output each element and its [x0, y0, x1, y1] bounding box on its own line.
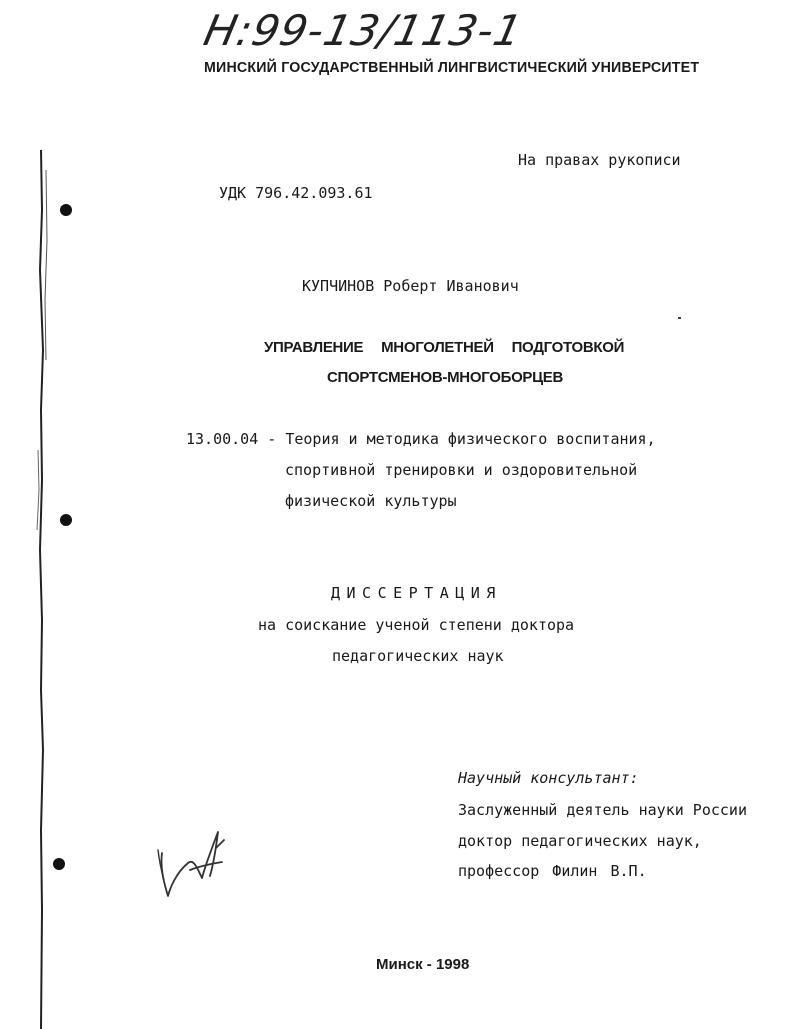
- scan-speck: [678, 317, 681, 319]
- binding-hole-icon: [60, 204, 72, 216]
- specialty-line-1: 13.00.04 - Теория и методика физического воспитания,: [186, 430, 656, 448]
- binding-hole-icon: [53, 858, 65, 870]
- specialty-line-2: спортивной тренировки и оздоровительной: [285, 461, 638, 479]
- manuscript-note: На правах рукописи: [518, 151, 681, 169]
- university-name: МИНСКИЙ ГОСУДАРСТВЕННЫЙ ЛИНГВИСТИЧЕСКИЙ УНИВЕРСИТЕТ: [204, 60, 700, 76]
- udk-code: УДК 796.42.093.61: [219, 184, 373, 202]
- binding-hole-icon: [60, 514, 72, 526]
- consultant-line-2: доктор педагогических наук,: [458, 832, 702, 850]
- degree-line-2: педагогических наук: [332, 647, 504, 665]
- author-name: КУПЧИНОВ Роберт Иванович: [302, 277, 519, 295]
- signature-icon: [150, 818, 240, 908]
- dissertation-title-line-1: УПРАВЛЕНИЕ МНОГОЛЕТНЕЙ ПОДГОТОВКОЙ: [264, 339, 625, 356]
- degree-line-1: на соискание ученой степени доктора: [258, 616, 575, 634]
- city-year: Минск - 1998: [376, 956, 470, 973]
- consultant-line-1: Заслуженный деятель науки России: [458, 801, 747, 819]
- dissertation-title-line-2: СПОРТСМЕНОВ-МНОГОБОРЦЕВ: [327, 369, 564, 386]
- archive-number-handwritten: Н:99-13/113-1: [199, 6, 528, 55]
- consultant-line-3: профессор Филин В.П.: [458, 862, 647, 880]
- scan-edge-artifact: [30, 150, 52, 1029]
- specialty-line-3: физической культуры: [285, 492, 457, 510]
- dissertation-heading: ДИССЕРТАЦИЯ: [331, 584, 502, 602]
- consultant-heading: Научный консультант:: [458, 769, 639, 787]
